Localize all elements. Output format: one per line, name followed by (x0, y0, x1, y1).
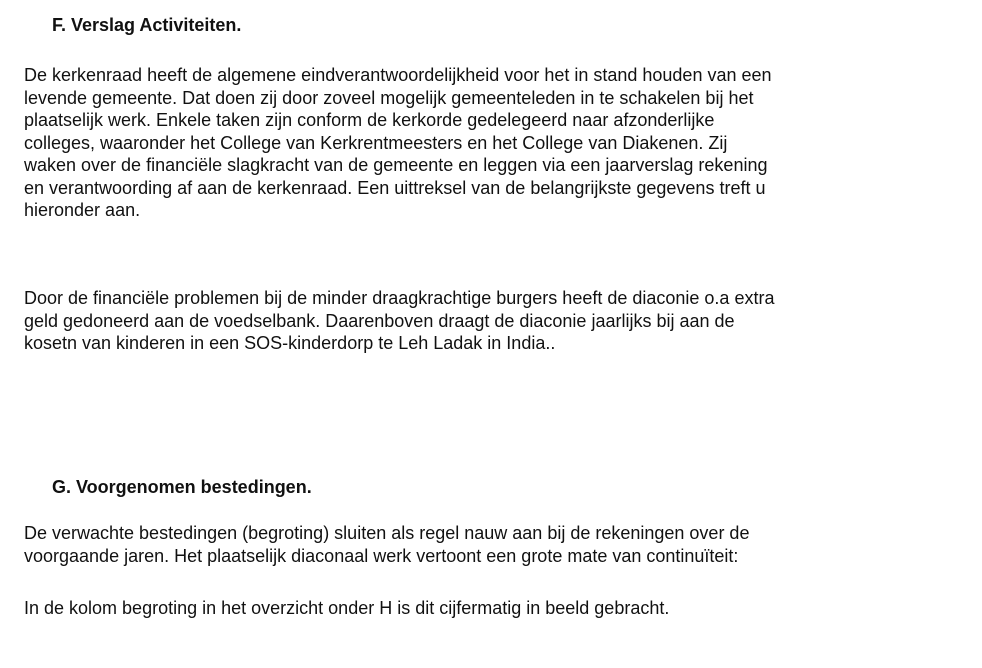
text-line: colleges, waaronder het College van Kerkrentmeesters en het College van Diakenen. Zij (24, 132, 728, 153)
section-f-heading: F. Verslag Activiteiten. (52, 15, 242, 35)
text-line: De kerkenraad heeft de algemene eindverantwoordelijkheid voor het in stand houden van een (24, 65, 772, 85)
text-line: levende gemeente. Dat doen zij door zoveel mogelijk gemeenteleden in te schakelen bij het (24, 87, 754, 108)
text-line: en verantwoording af aan de kerkenraad. Een uittreksel van de belangrijkste gegevens treft u (24, 177, 766, 198)
text-line: voorgaande jaren. Het plaatselijk diaconaal werk vertoont een grote mate van continuïteit: (24, 545, 739, 566)
text-line: kosetn van kinderen in een SOS-kinderdorp te Leh Ladak in India.. (24, 333, 556, 353)
text-line: waken over de financiële slagkracht van de gemeente en leggen via een jaarverslag rekening (24, 155, 768, 175)
text-line: hieronder aan. (24, 200, 141, 220)
section-g-paragraph-1 (24, 522, 964, 567)
text-line: Door de financiële problemen bij de minder draagkrachtige burgers heeft de diaconie o.a extra (24, 288, 775, 308)
section-f-paragraph-1 (24, 64, 964, 222)
section-f-paragraph-2 (24, 287, 964, 355)
text-line: In de kolom begroting in het overzicht onder H is dit cijfermatig in beeld gebracht. (24, 598, 670, 618)
section-g-paragraph-2 (24, 597, 964, 620)
text-line: plaatselijk werk. Enkele taken zijn conform de kerkorde gedelegeerd naar afzonderlijke (24, 110, 715, 130)
text-line: geld gedoneerd aan de voedselbank. Daarenboven draagt de diaconie jaarlijks bij aan de (24, 310, 735, 331)
section-g-heading: G. Voorgenomen bestedingen. (52, 477, 312, 497)
text-line: De verwachte bestedingen (begroting) sluiten als regel nauw aan bij de rekeningen over de (24, 523, 750, 543)
